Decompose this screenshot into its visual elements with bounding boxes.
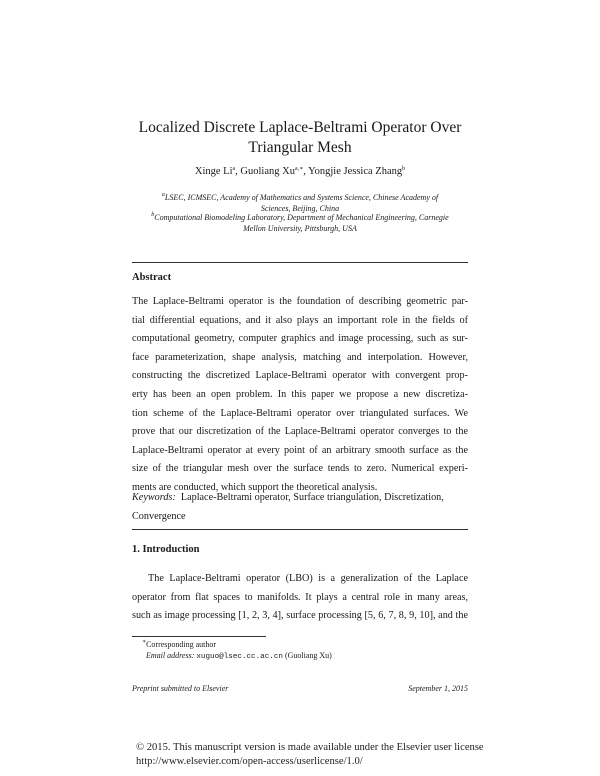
paper-title xyxy=(0,118,600,158)
license-notice xyxy=(136,741,484,768)
title-line-1: Localized Discrete Laplace-Beltrami Operator Over xyxy=(138,119,462,136)
license-line-1: © 2015. This manuscript version is made available under the Elsevier user license xyxy=(136,742,484,753)
affiliation-line: Mellon University, Pittsburgh, USA xyxy=(243,223,357,233)
title-line-2: Triangular Mesh xyxy=(248,139,352,156)
abstract-line: prove that our discretization of the Laplace-Beltrami operator converges to the xyxy=(132,426,468,438)
abstract-line: Laplace-Beltrami operator at every point of an arbitrary smooth surface as the xyxy=(132,444,468,456)
affiliation-line: Sciences, Beijing, China xyxy=(260,203,340,213)
author-sup: a xyxy=(232,166,236,172)
author-sep: , xyxy=(303,166,309,177)
abstract-line: tion scheme of the Laplace-Beltrami operator over triangulated surfaces. We xyxy=(132,407,468,419)
intro-line: such as image processing [1, 2, 3, 4], surface processing [5, 6, 7, 8, 9, 10], and the xyxy=(132,610,468,622)
affiliation-a xyxy=(134,193,466,214)
keywords xyxy=(132,489,468,526)
footer-preprint: Preprint submitted to Elsevier xyxy=(132,684,229,693)
affiliation-line: LSEC, ICMSEC, Academy of Mathematics and Systems Science, Chinese Academy of xyxy=(164,193,439,202)
abstract-line: The Laplace-Beltrami operator is the foundation of describing geometric par- xyxy=(132,296,468,307)
abstract-line: constructing the discretized Laplace-Beltrami operator with convergent prop- xyxy=(132,370,468,382)
keywords-line-1: Laplace-Beltrami operator, Surface triangulation, Discretization, xyxy=(180,492,444,503)
abstract-line: ments are conducted, which support the theoretical analysis. xyxy=(132,481,378,493)
footnote-corresponding: Corresponding author xyxy=(146,640,217,649)
keywords-label: Keywords: xyxy=(132,492,176,503)
abstract-top-rule xyxy=(132,262,468,263)
abstract-bottom-rule xyxy=(132,529,468,530)
abstract-heading: Abstract xyxy=(132,272,172,283)
license-url[interactable]: http://www.elsevier.com/open-access/userlicense/1.0/ xyxy=(136,755,363,767)
abstract-body xyxy=(132,293,468,498)
email-address[interactable]: xuguo@lsec.cc.ac.cn xyxy=(196,652,283,661)
intro-line: operator from flat spaces to manifolds. It plays a central role in many areas, xyxy=(132,591,468,603)
author-sep: , xyxy=(235,166,241,177)
author-name: Xinge Li xyxy=(194,166,233,177)
abstract-line: tial differential equations, and it also plays an important role in the fields of xyxy=(132,314,468,326)
abstract-line: computational geometry, computer graphics and image processing, such as sur- xyxy=(132,333,468,345)
email-name: (Guoliang Xu) xyxy=(284,650,332,660)
keywords-line-2: Convergence xyxy=(132,510,186,522)
email-label: Email address: xyxy=(146,650,195,660)
affiliation-sup: a xyxy=(161,192,165,198)
footer-date: September 1, 2015 xyxy=(408,684,468,693)
abstract-line: size of the triangular mesh over the surface tends to zero. Numerical experi- xyxy=(132,463,468,475)
intro-line: The Laplace-Beltrami operator (LBO) is a generalization of the Laplace xyxy=(148,573,468,584)
footnote-rule xyxy=(132,636,266,637)
section-heading-introduction: 1. Introduction xyxy=(132,544,200,555)
footnote xyxy=(142,640,332,662)
author-sup: b xyxy=(402,166,406,172)
abstract-line: face parameterization, shape analysis, matching and interpolation. However, xyxy=(132,351,468,363)
author-list xyxy=(0,166,600,177)
author-name: Guoliang Xu xyxy=(240,166,295,177)
introduction-body xyxy=(132,570,468,626)
author-name: Yongjie Jessica Zhang xyxy=(308,166,403,177)
affiliation-line: Computational Biomodeling Laboratory, Department of Mechanical Engineering, Carnegie xyxy=(154,213,449,222)
footnote-mark: ∗ xyxy=(142,639,147,645)
author-sup: a,∗ xyxy=(294,166,304,172)
affiliation-sup: b xyxy=(151,212,155,218)
affiliation-b xyxy=(134,213,466,234)
abstract-line: erty has been an open problem. In this paper we propose a new discretiza- xyxy=(132,388,468,400)
